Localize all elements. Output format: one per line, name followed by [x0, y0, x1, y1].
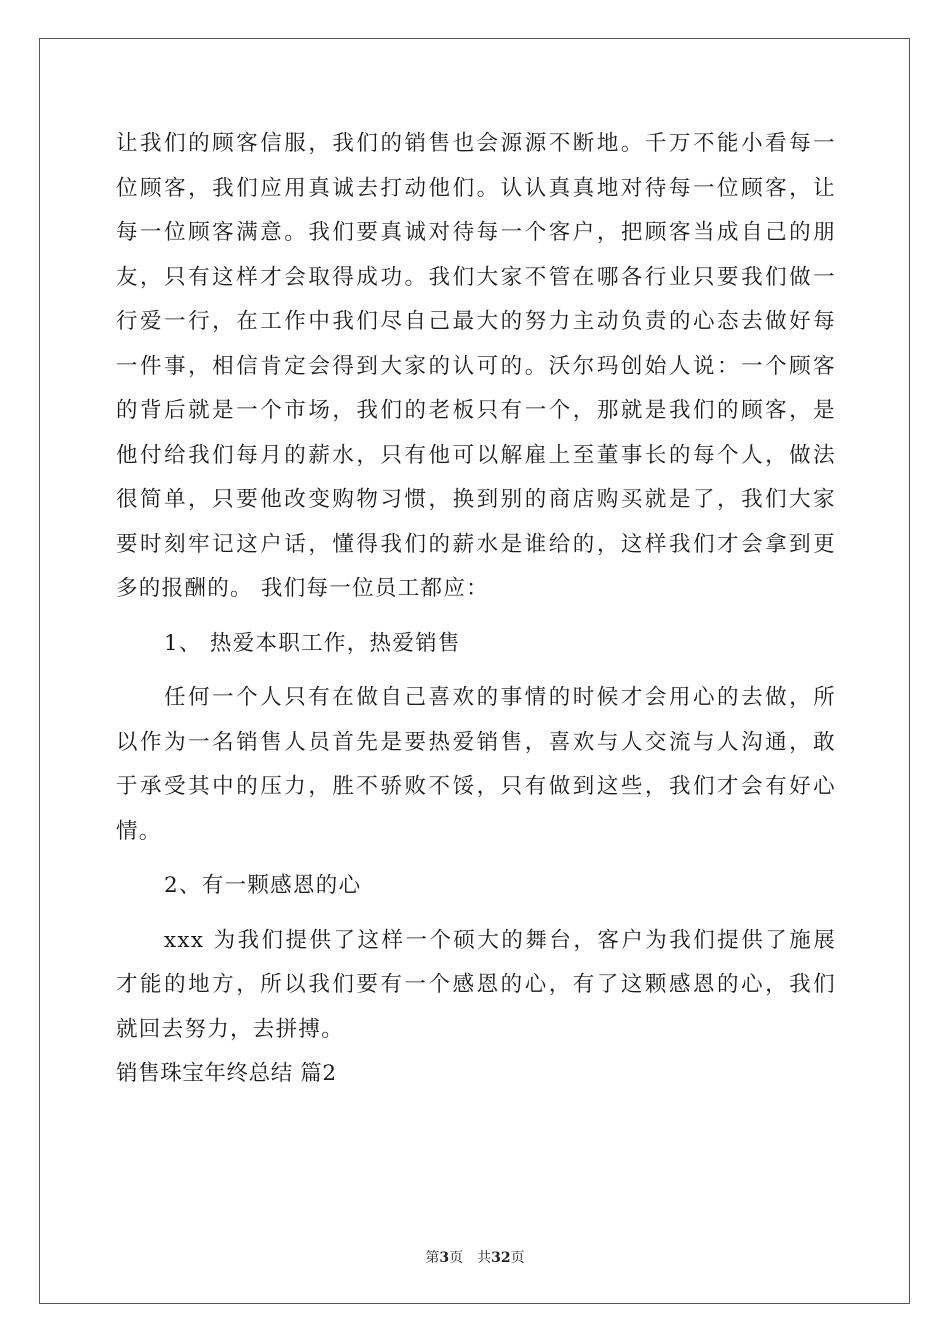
document-body — [116, 122, 836, 1097]
text-line-8: 他付给我们每月的薪水，只有他可以解雇上至董事长的每个人，做法 — [116, 442, 836, 468]
text-line-1: 让我们的顾客信服，我们的销售也会源源不断地。千万不能小看每一 — [116, 131, 836, 156]
text-line-18: xxx 为我们提供了这样一个硕大的舞台，客户为我们提供了施展 — [164, 927, 836, 953]
text-line-19: 才能的地方，所以我们要有一个感恩的心，有了这颗感恩的心，我们 — [116, 972, 836, 997]
text-line-4: 友，只有这样才会取得成功。我们大家不管在哪各行业只要我们做一 — [116, 264, 836, 290]
text-line-9: 很简单，只要他改变购物习惯，换到别的商店购买就是了，我们大家 — [116, 487, 836, 512]
text-line-6: 一件事，相信肯定会得到大家的认可的。沃尔玛创始人说：一个顾客 — [116, 353, 836, 379]
article-title: 销售珠宝年终总结 篇2 — [116, 1061, 337, 1086]
text-line-13: 任何一个人只有在做自己喜欢的事情的时候才会用心的去做，所 — [164, 685, 836, 710]
section-heading-2: 2、有一颗感恩的心 — [164, 873, 362, 898]
total-prefix: 共 — [477, 1250, 492, 1266]
text-line-3: 每一位顾客满意。我们要真诚对待每一个客户，把顾客当成自己的朋 — [116, 220, 836, 245]
text-line-20: 就回去努力，去拼搏。 — [116, 1016, 345, 1042]
text-line-11: 多的报酬的。 我们每一位员工都应： — [116, 576, 489, 601]
text-line-5: 行爱一行，在工作中我们尽自己最大的努力主动负责的心态去做好每 — [116, 309, 836, 334]
section-heading-1: 1、 热爱本职工作，热爱销售 — [164, 630, 461, 656]
text-line-2: 位顾客，我们应用真诚去打动他们。认认真真地对待每一位顾客，让 — [116, 175, 836, 201]
text-line-10: 要时刻牢记这户话，懂得我们的薪水是谁给的，这样我们才会拿到更 — [116, 531, 836, 557]
text-line-15: 于承受其中的压力，胜不骄败不馁，只有做到这些，我们才会有好心 — [116, 774, 836, 799]
text-line-14: 以作为一名销售人员首先是要热爱销售，喜欢与人交流与人沟通，敢 — [116, 729, 836, 755]
text-line-7: 的背后就是一个市场，我们的老板只有一个，那就是我们的顾客，是 — [116, 398, 836, 423]
total-page-count: 32 — [491, 1250, 511, 1266]
text-line-16: 情。 — [116, 818, 162, 844]
page-prefix: 第 — [425, 1250, 440, 1266]
page-unit: 页 — [449, 1250, 464, 1266]
total-unit: 页 — [510, 1250, 525, 1266]
current-page-number: 3 — [439, 1250, 450, 1266]
page-footer — [0, 1247, 950, 1267]
